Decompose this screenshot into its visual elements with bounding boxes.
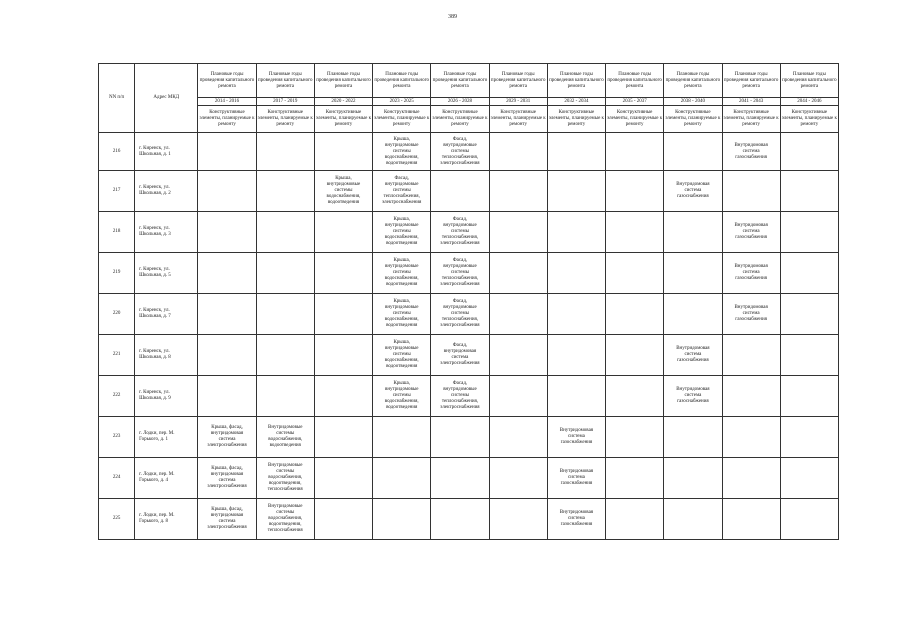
repair-elements-cell xyxy=(606,133,664,171)
year-range: 2032 - 2034 xyxy=(547,98,605,106)
repair-elements-cell xyxy=(780,294,838,335)
repair-elements-cell xyxy=(198,133,256,171)
year-range: 2044 - 2046 xyxy=(780,98,838,106)
repair-elements-cell xyxy=(780,335,838,376)
repair-elements-cell xyxy=(256,376,314,417)
repair-elements-cell xyxy=(256,212,314,253)
table-row xyxy=(99,133,839,171)
repair-elements-cell xyxy=(722,499,780,540)
period-title: Плановые годы проведения капитального ремонта xyxy=(489,64,547,98)
repair-elements-cell xyxy=(489,458,547,499)
row-address: г. Киренск, ул. Школьная, д. 1 xyxy=(135,133,198,171)
repair-elements-cell xyxy=(431,417,489,458)
repair-elements-cell xyxy=(256,253,314,294)
table-row xyxy=(99,499,839,540)
repair-elements-cell xyxy=(606,458,664,499)
repair-elements-cell: Внутридомовые системы водоснабжения, водоотведения, теплоснабжения xyxy=(256,499,314,540)
repair-elements-cell xyxy=(664,253,722,294)
year-range: 2014 - 2016 xyxy=(198,98,256,106)
row-number: 216 xyxy=(99,133,135,171)
element-title: Конструктивные элементы, планируемые к ремонту xyxy=(256,106,314,133)
repair-elements-cell: Крыша, внутридомовые системы водоснабжения, водоотведения xyxy=(373,294,431,335)
repair-elements-cell xyxy=(664,417,722,458)
repair-elements-cell: Крыша, внутридомовые системы водоснабжения, водоотведения xyxy=(373,376,431,417)
repair-elements-cell xyxy=(547,212,605,253)
repair-elements-cell xyxy=(314,417,372,458)
repair-elements-cell xyxy=(256,171,314,212)
repair-elements-cell xyxy=(489,417,547,458)
period-title: Плановые годы проведения капитального ремонта xyxy=(431,64,489,98)
repair-elements-cell xyxy=(780,417,838,458)
repair-elements-cell: Внутридомовая система газоснабжения xyxy=(547,417,605,458)
table-row xyxy=(99,253,839,294)
repair-elements-cell xyxy=(198,253,256,294)
element-title: Конструктивные элементы, планируемые к ремонту xyxy=(606,106,664,133)
year-range: 2020 - 2022 xyxy=(314,98,372,106)
period-title: Плановые годы проведения капитального ремонта xyxy=(373,64,431,98)
repair-elements-cell xyxy=(314,133,372,171)
repair-elements-cell xyxy=(606,171,664,212)
element-title: Конструктивные элементы, планируемые к ремонту xyxy=(314,106,372,133)
repair-elements-cell: Фасад, внутридомовая система электроснабжения xyxy=(431,335,489,376)
repair-elements-cell xyxy=(780,499,838,540)
address-header: Адрес МКД xyxy=(135,64,198,133)
repair-elements-cell xyxy=(664,294,722,335)
year-range: 2023 - 2025 xyxy=(373,98,431,106)
year-range: 2017 - 2019 xyxy=(256,98,314,106)
repair-elements-cell: Фасад, внутридомовые системы теплоснабжения, электроснабжения xyxy=(431,212,489,253)
repair-elements-cell xyxy=(256,335,314,376)
row-address: г. Киренск, ул. Школьная, д. 3 xyxy=(135,212,198,253)
repair-elements-cell xyxy=(314,458,372,499)
year-range: 2029 - 2031 xyxy=(489,98,547,106)
element-title: Конструктивные элементы, планируемые к ремонту xyxy=(489,106,547,133)
repair-elements-cell xyxy=(431,171,489,212)
repair-elements-cell xyxy=(780,253,838,294)
table-row xyxy=(99,335,839,376)
table-body xyxy=(99,133,839,540)
repair-elements-cell xyxy=(722,458,780,499)
repair-elements-cell xyxy=(606,499,664,540)
repair-elements-cell xyxy=(489,499,547,540)
row-number: 222 xyxy=(99,376,135,417)
repair-elements-cell xyxy=(489,133,547,171)
row-address: г. Киренск, ул. Школьная, д. 9 xyxy=(135,376,198,417)
page-number: 389 xyxy=(448,14,457,20)
period-title: Плановые годы проведения капитального ремонта xyxy=(780,64,838,98)
repair-elements-cell xyxy=(722,376,780,417)
element-title: Конструктивные элементы, планируемые к ремонту xyxy=(547,106,605,133)
table-row xyxy=(99,212,839,253)
element-title: Конструктивные элементы, планируемые к ремонту xyxy=(780,106,838,133)
element-title: Конструктивные элементы, планируемые к ремонту xyxy=(198,106,256,133)
year-range: 2026 - 2028 xyxy=(431,98,489,106)
repair-elements-cell xyxy=(547,376,605,417)
year-range: 2041 - 2043 xyxy=(722,98,780,106)
table-row xyxy=(99,294,839,335)
repair-elements-cell: Внутридомовые системы водоснабжения, водоотведения, теплоснабжения xyxy=(256,458,314,499)
repair-elements-cell xyxy=(780,212,838,253)
repair-elements-cell: Фасад, внутридомовые системы теплоснабжения, электроснабжения xyxy=(431,376,489,417)
repair-elements-cell xyxy=(314,376,372,417)
repair-elements-cell xyxy=(606,417,664,458)
repair-elements-cell: Внутридомовая система газоснабжения xyxy=(664,376,722,417)
repair-elements-cell xyxy=(722,417,780,458)
repair-elements-cell xyxy=(431,499,489,540)
repair-elements-cell: Фасад, внутридомовые системы теплоснабжения, электроснабжения xyxy=(373,171,431,212)
element-title: Конструктивные элементы, планируемые к ремонту xyxy=(431,106,489,133)
row-address: г. Киренск, ул. Школьная, д. 7 xyxy=(135,294,198,335)
row-number: 224 xyxy=(99,458,135,499)
repair-elements-cell xyxy=(606,294,664,335)
repair-elements-cell xyxy=(431,458,489,499)
repair-elements-cell xyxy=(780,376,838,417)
repair-elements-cell: Внутридомовая система газоснабжения xyxy=(722,212,780,253)
element-title: Конструктивные элементы, планируемые к ремонту xyxy=(373,106,431,133)
year-range: 2038 - 2040 xyxy=(664,98,722,106)
table-row xyxy=(99,458,839,499)
nn-header: NN п/п xyxy=(99,64,135,133)
repair-elements-cell xyxy=(780,458,838,499)
period-title: Плановые годы проведения капитального ремонта xyxy=(722,64,780,98)
table-header xyxy=(99,64,839,133)
repair-elements-cell xyxy=(606,253,664,294)
repair-elements-cell xyxy=(664,458,722,499)
repair-elements-cell xyxy=(198,335,256,376)
repair-elements-cell xyxy=(198,376,256,417)
repair-elements-cell xyxy=(606,376,664,417)
row-number: 220 xyxy=(99,294,135,335)
repair-elements-cell: Внутридомовая система газоснабжения xyxy=(722,253,780,294)
row-address: г. Лодки, пер. М. Горького, д. 8 xyxy=(135,499,198,540)
period-title: Плановые годы проведения капитального ремонта xyxy=(314,64,372,98)
repair-elements-cell: Внутридомовая система газоснабжения xyxy=(722,133,780,171)
repair-elements-cell xyxy=(489,294,547,335)
table-row xyxy=(99,417,839,458)
repair-elements-cell xyxy=(489,335,547,376)
row-number: 221 xyxy=(99,335,135,376)
year-range: 2035 - 2037 xyxy=(606,98,664,106)
repair-elements-cell: Внутридомовая система газоснабжения xyxy=(547,499,605,540)
repair-elements-cell xyxy=(606,212,664,253)
repair-elements-cell xyxy=(547,253,605,294)
repair-elements-cell xyxy=(489,376,547,417)
repair-elements-cell xyxy=(780,133,838,171)
repair-elements-cell: Крыша, внутридомовые системы водоснабжения, водоотведения xyxy=(373,212,431,253)
period-title: Плановые годы проведения капитального ремонта xyxy=(664,64,722,98)
row-address: г. Лодки, пер. М. Горького, д. 1 xyxy=(135,417,198,458)
repair-elements-cell: Внутридомовая система газоснабжения xyxy=(664,171,722,212)
repair-elements-cell xyxy=(489,253,547,294)
row-number: 225 xyxy=(99,499,135,540)
period-title: Плановые годы проведения капитального ремонта xyxy=(606,64,664,98)
repair-schedule-table xyxy=(98,63,839,540)
repair-elements-cell xyxy=(489,212,547,253)
repair-elements-cell: Фасад, внутридомовые системы теплоснабжения, электроснабжения xyxy=(431,133,489,171)
repair-elements-cell xyxy=(256,294,314,335)
repair-elements-cell: Крыша, внутридомовые системы водоснабжения, водоотведения xyxy=(314,171,372,212)
row-address: г. Лодки, пер. М. Горького, д. 4 xyxy=(135,458,198,499)
repair-elements-cell xyxy=(664,499,722,540)
repair-elements-cell xyxy=(314,212,372,253)
repair-elements-cell xyxy=(373,499,431,540)
row-number: 218 xyxy=(99,212,135,253)
repair-elements-cell xyxy=(606,335,664,376)
element-title: Конструктивные элементы, планируемые к ремонту xyxy=(664,106,722,133)
row-address: г. Киренск, ул. Школьная, д. 2 xyxy=(135,171,198,212)
repair-elements-cell xyxy=(198,212,256,253)
repair-elements-cell: Крыша, фасад, внутридомовая система электроснабжения xyxy=(198,499,256,540)
element-title: Конструктивные элементы, планируемые к ремонту xyxy=(722,106,780,133)
period-title: Плановые годы проведения капитального ремонта xyxy=(256,64,314,98)
row-address: г. Киренск, ул. Школьная, д. 5 xyxy=(135,253,198,294)
period-title: Плановые годы проведения капитального ремонта xyxy=(198,64,256,98)
repair-elements-cell: Крыша, фасад, внутридомовая система электроснабжения xyxy=(198,417,256,458)
repair-elements-cell xyxy=(198,171,256,212)
repair-elements-cell xyxy=(314,499,372,540)
repair-elements-cell: Крыша, внутридомовые системы водоснабжения, водоотведения xyxy=(373,335,431,376)
repair-elements-cell: Крыша, фасад, внутридомовая система электроснабжения xyxy=(198,458,256,499)
repair-elements-cell xyxy=(547,335,605,376)
repair-elements-cell: Фасад, внутридомовые системы теплоснабжения, электроснабжения xyxy=(431,253,489,294)
period-title: Плановые годы проведения капитального ремонта xyxy=(547,64,605,98)
row-number: 217 xyxy=(99,171,135,212)
repair-elements-cell: Внутридомовая система газоснабжения xyxy=(722,294,780,335)
repair-elements-cell xyxy=(256,133,314,171)
repair-elements-cell: Крыша, внутридомовые системы водоснабжения, водоотведения xyxy=(373,253,431,294)
table-row xyxy=(99,171,839,212)
repair-elements-cell xyxy=(780,171,838,212)
row-number: 219 xyxy=(99,253,135,294)
repair-elements-cell xyxy=(373,417,431,458)
repair-elements-cell xyxy=(547,294,605,335)
repair-elements-cell xyxy=(314,294,372,335)
table-row xyxy=(99,376,839,417)
repair-elements-cell xyxy=(722,171,780,212)
row-address: г. Киренск, ул. Школьная, д. 8 xyxy=(135,335,198,376)
repair-elements-cell xyxy=(314,253,372,294)
repair-elements-cell xyxy=(664,133,722,171)
repair-elements-cell xyxy=(547,133,605,171)
repair-elements-cell: Фасад, внутридомовые системы теплоснабжения, электроснабжения xyxy=(431,294,489,335)
repair-elements-cell xyxy=(547,171,605,212)
repair-elements-cell xyxy=(314,335,372,376)
repair-elements-cell xyxy=(489,171,547,212)
repair-elements-cell: Крыша, внутридомовые системы водоснабжения, водоотведения xyxy=(373,133,431,171)
repair-elements-cell: Внутридомовая система газоснабжения xyxy=(547,458,605,499)
repair-elements-cell: Внутридомовые системы водоснабжения, водоотведения xyxy=(256,417,314,458)
repair-elements-cell xyxy=(198,294,256,335)
repair-elements-cell xyxy=(722,335,780,376)
repair-elements-cell xyxy=(373,458,431,499)
repair-elements-cell xyxy=(664,212,722,253)
row-number: 223 xyxy=(99,417,135,458)
repair-elements-cell: Внутридомовая система газоснабжения xyxy=(664,335,722,376)
